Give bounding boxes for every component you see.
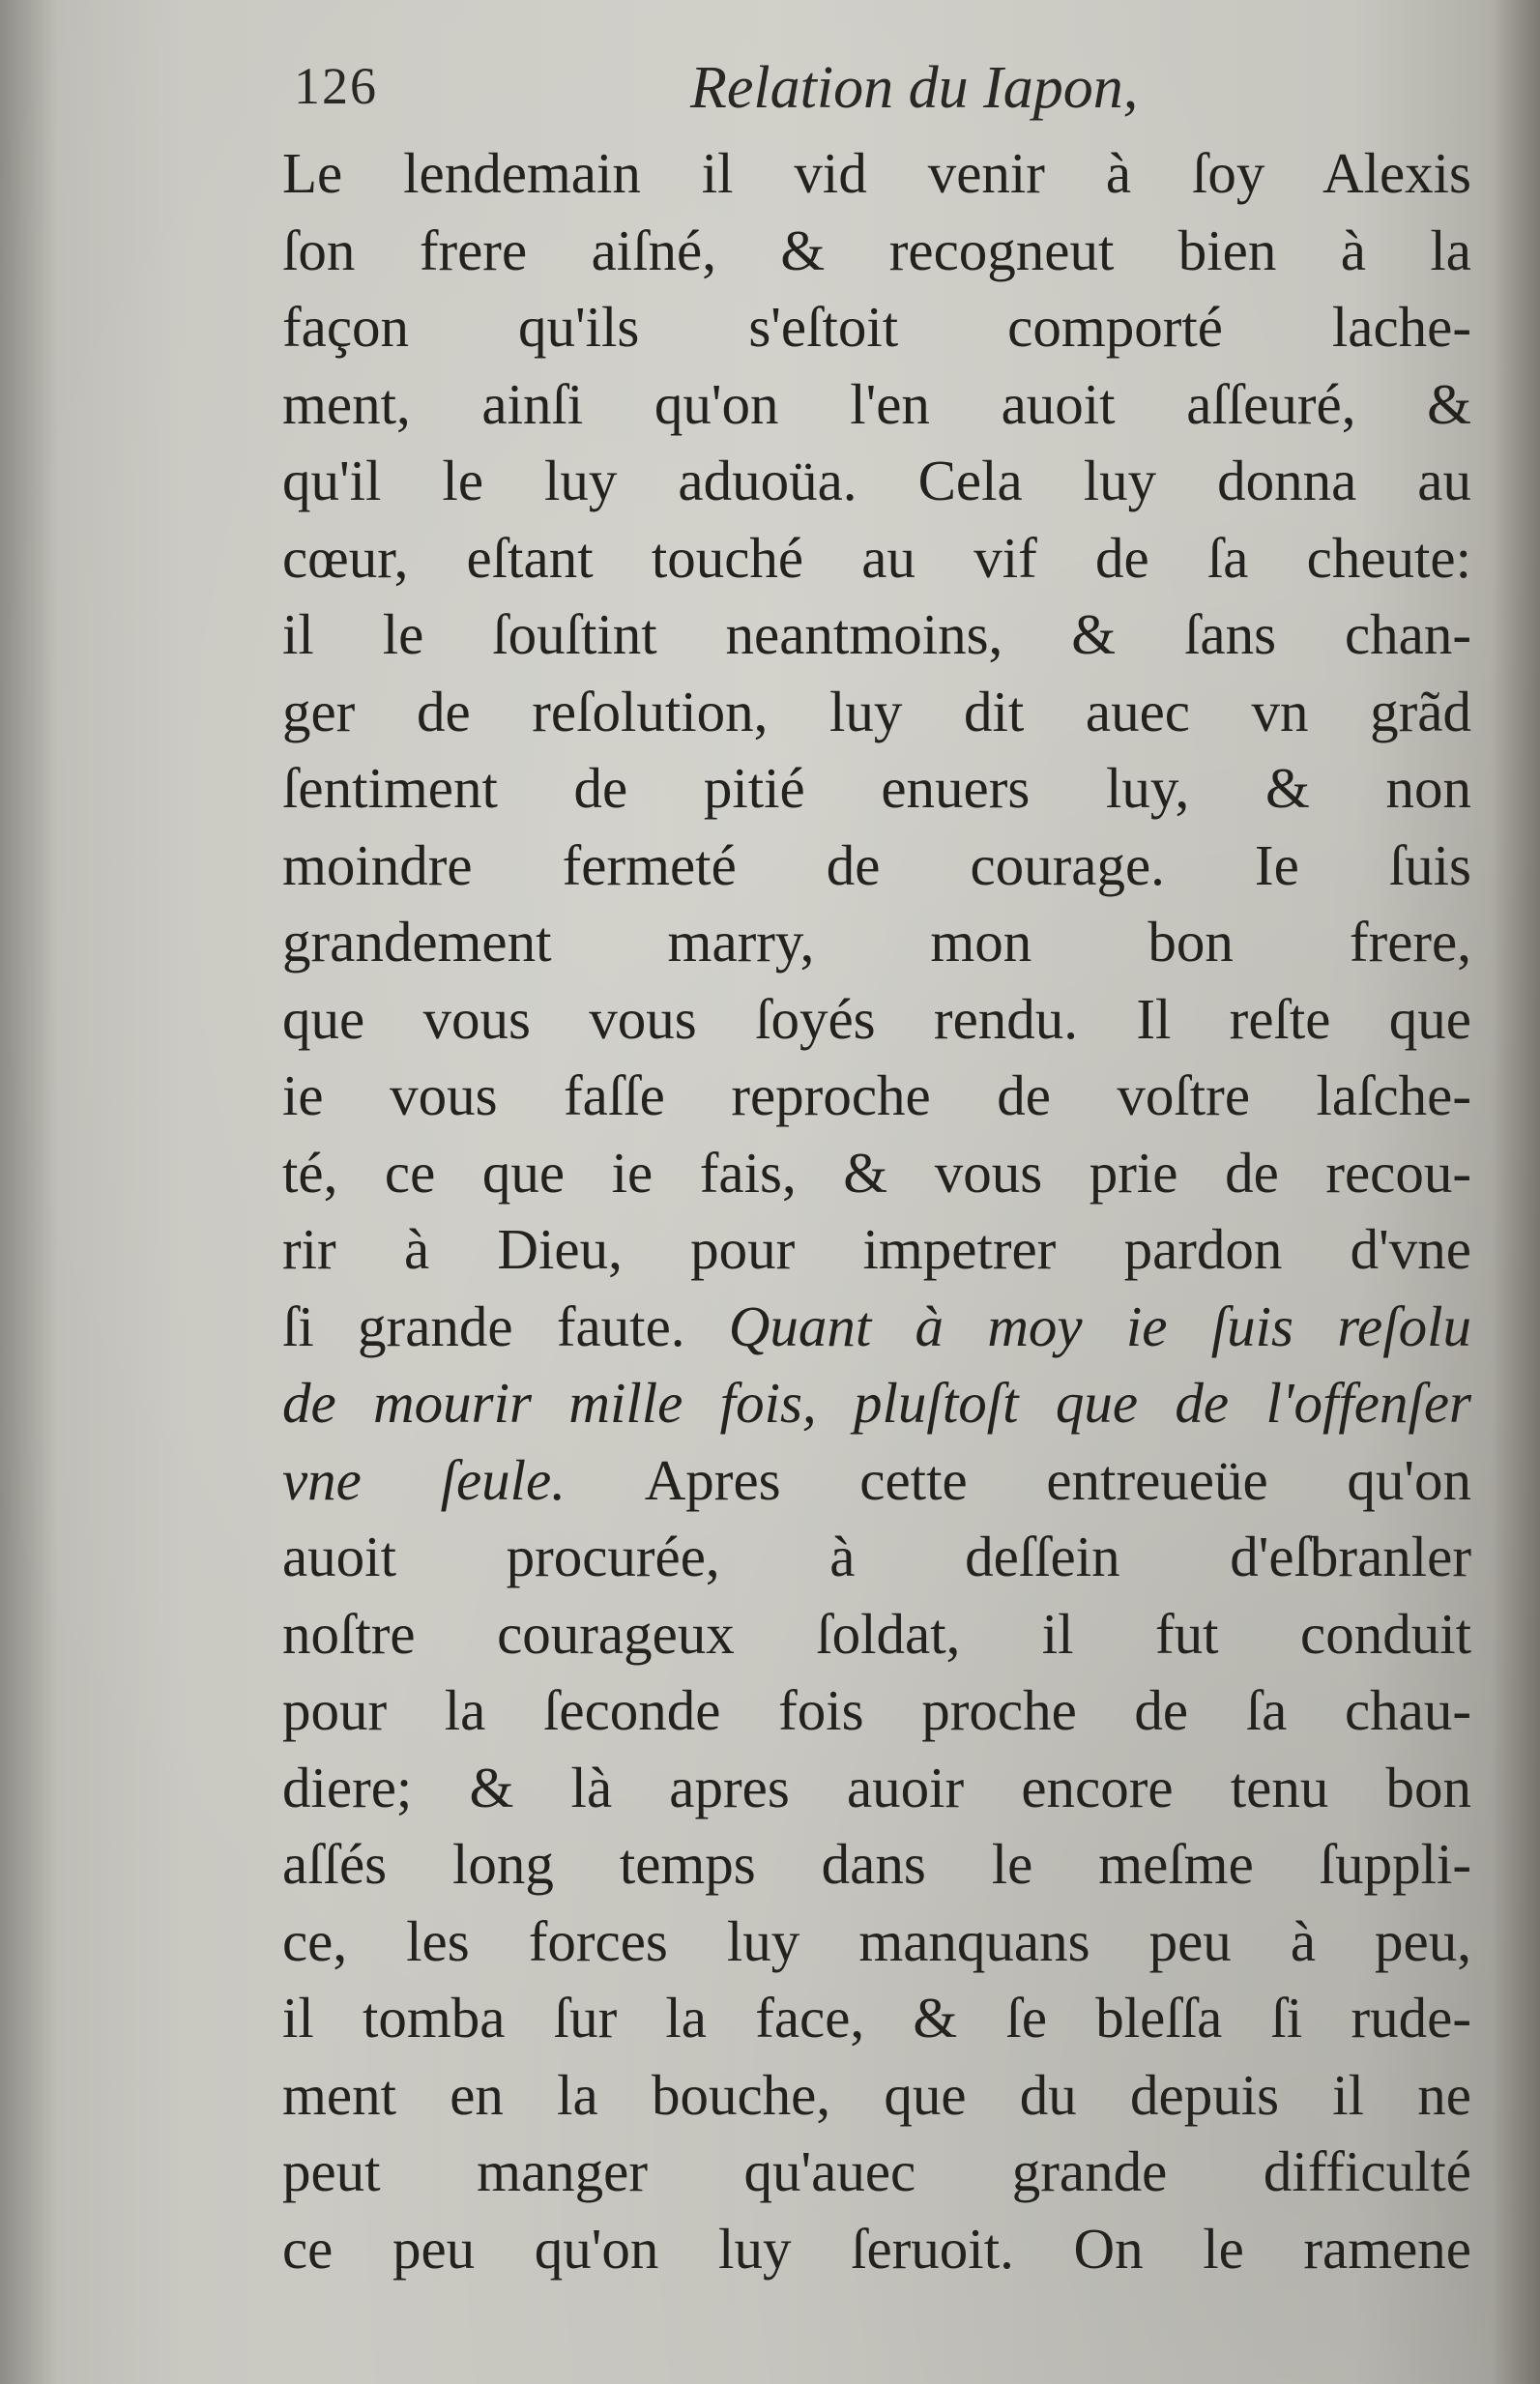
text-line xyxy=(282,2134,1471,2211)
roman-segment: ger de reſolution, luy dit auec vn grãd xyxy=(282,679,1471,743)
text-line xyxy=(282,674,1471,751)
text-line xyxy=(282,443,1471,520)
roman-segment: ce peu qu'on luy ſeruoit. On le ramene xyxy=(282,2216,1471,2281)
text-line xyxy=(282,520,1471,597)
text-line xyxy=(282,904,1471,981)
text-line xyxy=(282,213,1471,290)
page-edge-shadow xyxy=(1492,0,1540,2384)
text-line xyxy=(282,1365,1471,1442)
text-line xyxy=(282,828,1471,905)
page-number: 126 xyxy=(294,57,378,115)
roman-segment: auoit procurée, à deſſein d'eſbranler xyxy=(282,1525,1471,1588)
roman-segment: aſſés long temps dans le meſme ſuppli- xyxy=(282,1832,1471,1896)
text-line xyxy=(282,2057,1471,2135)
text-line xyxy=(282,1826,1471,1904)
roman-segment: rir à Dieu, pour impetrer pardon d'vne xyxy=(282,1217,1471,1281)
roman-segment: il le ſouſtint neantmoins, & ſans chan- xyxy=(282,602,1471,666)
roman-segment: ſi grande faute. xyxy=(282,1294,729,1358)
roman-segment: grandement marry, mon bon frere, xyxy=(282,910,1471,974)
text-line xyxy=(282,1904,1471,1981)
gutter-shadow xyxy=(0,0,58,2384)
text-line xyxy=(282,135,1471,213)
roman-segment: ment, ainſi qu'on l'en auoit aſſeuré, & xyxy=(282,371,1471,436)
italic-segment: Quant à moy ie ſuis reſolu xyxy=(728,1294,1471,1358)
text-line xyxy=(282,981,1471,1059)
roman-segment: ſentiment de pitié enuers luy, & non xyxy=(282,756,1471,820)
text-line xyxy=(282,366,1471,444)
roman-segment: Apres cette entreueüe qu'on xyxy=(644,1447,1471,1512)
running-head: Relation du Iapon, xyxy=(690,55,1139,121)
roman-segment: ment en la bouche, que du depuis il ne xyxy=(282,2062,1471,2127)
text-line xyxy=(282,2211,1471,2288)
text-line xyxy=(282,1519,1471,1596)
text-line xyxy=(282,1058,1471,1135)
roman-segment: moindre fermeté de courage. Ie ſuis xyxy=(282,832,1471,897)
text-line xyxy=(282,1980,1471,2057)
roman-segment: ie vous faſſe reproche de voſtre laſche- xyxy=(282,1063,1471,1127)
roman-segment: ſon frere aiſné, & recogneut bien à la xyxy=(282,218,1471,282)
roman-segment: Le lendemain il vid venir à ſoy Alexis xyxy=(282,141,1471,205)
roman-segment: façon qu'ils s'eſtoit comporté lache- xyxy=(282,295,1471,359)
body-text xyxy=(282,135,1491,2287)
roman-segment: pour la ſeconde fois proche de ſa chau- xyxy=(282,1678,1471,1742)
text-line xyxy=(282,289,1471,366)
roman-segment: cœur, eſtant touché au vif de ſa cheute: xyxy=(282,525,1471,590)
italic-segment: vne ſeule. xyxy=(282,1447,645,1512)
roman-segment: il tomba ſur la face, & ſe bleſſa ſi rude- xyxy=(282,1986,1471,2050)
roman-segment: que vous vous ſoyés rendu. Il reſte que xyxy=(282,986,1471,1051)
text-line xyxy=(282,1596,1471,1673)
roman-segment: té, ce que ie fais, & vous prie de recou- xyxy=(282,1140,1471,1205)
text-line xyxy=(282,1135,1471,1212)
roman-segment: diere; & là apres auoir encore tenu bon xyxy=(282,1755,1471,1819)
italic-segment: de mourir mille fois, pluſtoſt que de l'offenſer xyxy=(282,1371,1471,1435)
text-line xyxy=(282,1211,1471,1289)
page-header xyxy=(286,54,1292,131)
text-line xyxy=(282,1672,1471,1750)
text-line xyxy=(282,596,1471,674)
text-line xyxy=(282,1442,1471,1520)
text-line xyxy=(282,1750,1471,1827)
roman-segment: qu'il le luy aduoüa. Cela luy donna au xyxy=(282,449,1471,512)
text-line xyxy=(282,1289,1471,1366)
roman-segment: noſtre courageux ſoldat, il fut conduit xyxy=(282,1601,1471,1666)
roman-segment: ce, les forces luy manquans peu à peu, xyxy=(282,1908,1471,1973)
text-line xyxy=(282,750,1471,828)
roman-segment: peut manger qu'auec grande difficulté xyxy=(282,2139,1471,2203)
